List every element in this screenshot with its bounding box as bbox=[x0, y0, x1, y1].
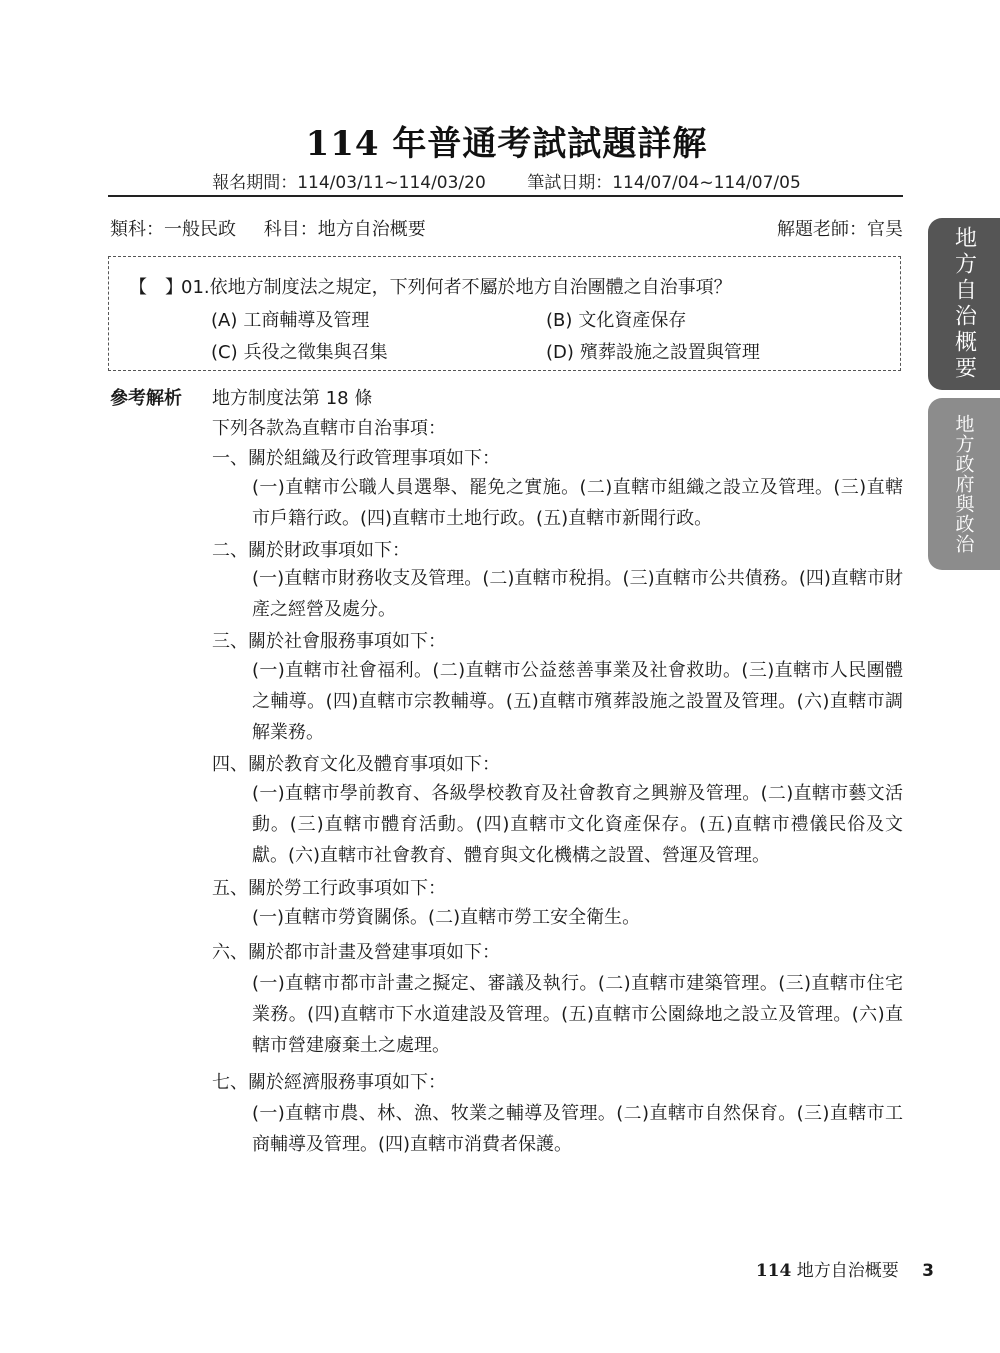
page-title: 114 年普通考試試題詳解 bbox=[305, 124, 708, 164]
item-heading: 六、關於都市計畫及營建事項如下： bbox=[212, 942, 500, 963]
page-number: 3 bbox=[922, 1261, 934, 1281]
footer-year: 114 bbox=[755, 1261, 792, 1281]
item-heading: 二、關於財政事項如下： bbox=[212, 540, 410, 561]
answer-bracket: 【 】 bbox=[129, 277, 183, 298]
exam-dates bbox=[110, 168, 903, 193]
header-divider bbox=[108, 195, 903, 197]
exam-period: 筆試日期：114/07/04~114/07/05 bbox=[527, 173, 801, 193]
item-body: (一)直轄市勞資關係。(二)直轄市勞工安全衛生。 bbox=[252, 907, 641, 928]
option-label: (C) bbox=[211, 342, 238, 363]
tab-local-government[interactable]: 地方政府與政治 bbox=[928, 398, 1000, 570]
item-heading: 七、關於經濟服務事項如下： bbox=[212, 1072, 446, 1093]
law-reference: 地方制度法第 18 條 bbox=[212, 388, 373, 409]
analysis-intro: 下列各款為直轄市自治事項： bbox=[212, 418, 446, 439]
item-body: (一)直轄市都市計畫之擬定、審議及執行。(二)直轄市建築管理。(三)直轄市住宅業務。(四)直轄市下水道建設及管理。(五)直轄市公園綠地之設立及管理。(六)直轄市營建廢棄土之處理。 bbox=[252, 973, 903, 1056]
item-body: (一)直轄市財務收支及管理。(二)直轄市稅捐。(三)直轄市公共債務。(四)直轄市財產之經營及處分。 bbox=[252, 568, 903, 620]
option-label: (D) bbox=[546, 342, 574, 363]
teacher-label: 解題老師：官昊 bbox=[777, 219, 903, 240]
option-text: 文化資產保存 bbox=[578, 310, 687, 331]
item-heading: 四、關於教育文化及體育事項如下： bbox=[212, 754, 500, 775]
option-label: (A) bbox=[211, 310, 238, 331]
option-c bbox=[211, 338, 388, 364]
subject-label: 科目：地方自治概要 bbox=[263, 219, 426, 240]
option-a bbox=[211, 306, 369, 332]
option-d bbox=[546, 338, 760, 364]
option-text: 工商輔導及管理 bbox=[243, 310, 370, 331]
question-line bbox=[129, 273, 732, 299]
footer-book-title: 地方自治概要 bbox=[796, 1261, 899, 1281]
registration-period: 報名期間：114/03/11~114/03/20 bbox=[212, 173, 486, 193]
item-heading: 一、關於組織及行政管理事項如下： bbox=[212, 448, 500, 469]
question-number: 01. bbox=[181, 277, 210, 298]
question-text: 依地方制度法之規定，下列何者不屬於地方自治團體之自治事項？ bbox=[209, 277, 732, 298]
exam-meta bbox=[110, 215, 448, 241]
item-body: (一)直轄市社會福利。(二)直轄市公益慈善事業及社會救助。(三)直轄市人民團體之輔導。(四)直轄市宗教輔導。(五)直轄市殯葬設施之設置及管理。(六)直轄市調解業務。 bbox=[252, 660, 903, 743]
tab-local-autonomy[interactable]: 地方自治概要 bbox=[928, 218, 1000, 390]
analysis-label: 參考解析 bbox=[110, 388, 182, 409]
item-body: (一)直轄市農、林、漁、牧業之輔導及管理。(二)直轄市自然保育。(三)直轄市工商輔導及管理。(四)直轄市消費者保護。 bbox=[252, 1103, 903, 1155]
item-heading: 五、關於勞工行政事項如下： bbox=[212, 878, 446, 899]
item-body: (一)直轄市學前教育、各級學校教育及社會教育之興辦及管理。(二)直轄市藝文活動。(三)直轄市體育活動。(四)直轄市文化資產保存。(五)直轄市禮儀民俗及文獻。(六)直轄市社會教育、體育與文化機構之設置、營運及管理。 bbox=[252, 783, 903, 866]
option-text: 殯葬設施之設置與管理 bbox=[579, 342, 760, 363]
item-body: (一)直轄市公職人員選舉、罷免之實施。(二)直轄市組織之設立及管理。(三)直轄市戶籍行政。(四)直轄市土地行政。(五)直轄市新聞行政。 bbox=[252, 477, 903, 529]
question-box bbox=[108, 256, 901, 371]
option-b bbox=[546, 306, 686, 332]
option-text: 兵役之徵集與召集 bbox=[243, 342, 388, 363]
option-label: (B) bbox=[546, 310, 573, 331]
item-heading: 三、關於社會服務事項如下： bbox=[212, 631, 446, 652]
category-label: 類科：一般民政 bbox=[110, 219, 236, 240]
page-footer bbox=[756, 1256, 934, 1281]
